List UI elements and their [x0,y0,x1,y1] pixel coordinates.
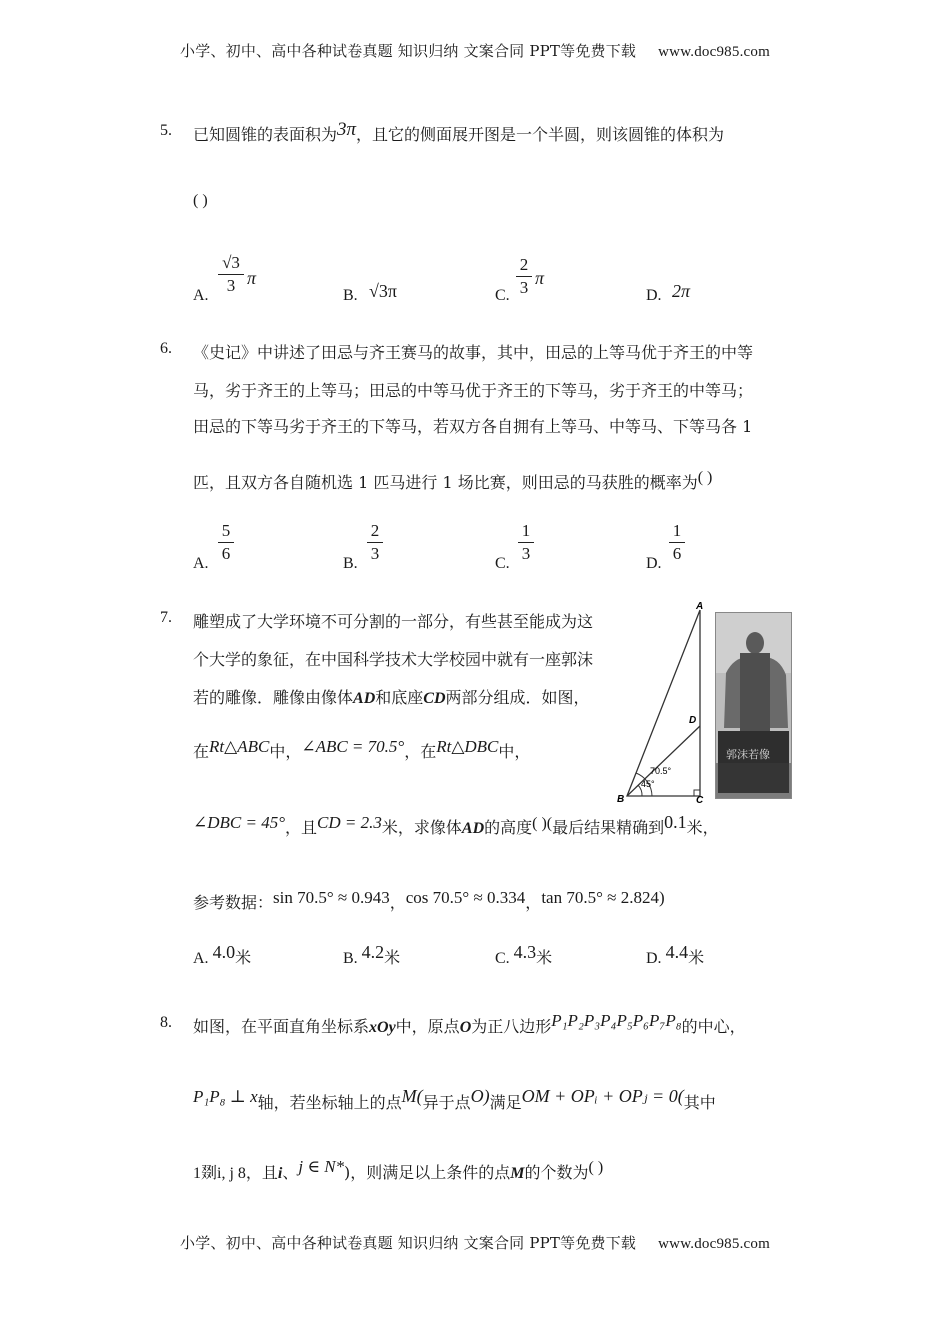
q7-l4f: Rt△DBC [436,737,499,756]
q6-c-den: 3 [521,544,531,563]
q5-option-a-frac [218,254,244,295]
q8-l3h: 的个数为 [524,1163,589,1182]
q7-l5d: 米，求像体 [381,818,462,837]
q6-line-4-text: 匹，且双方各自随机选 1 匹马进行 1 场比赛，则田忌的马获胜的概率为 [193,473,698,492]
q7-l5g: ( )( [532,815,553,832]
q7-number: 7. [160,609,172,626]
q7-l5e: AD [461,820,485,837]
q7-option-d[interactable] [646,942,705,968]
q7-l6e: ， [525,893,542,912]
q7-b-val: 4.2 [361,942,385,962]
q7-l3e: 两部分组成．如图， [445,688,590,707]
q8-l1e: 为正八边形 [471,1017,552,1036]
svg-text:郭沫若像: 郭沫若像 [726,748,770,761]
q7-l5i: 0.1 [664,812,687,832]
q5-text-a: 已知圆锥的表面积为 [193,125,338,144]
q8-l1b: xOy [369,1019,396,1036]
q6-number: 6. [160,340,172,357]
q8-l2a: P₁P₈ ⊥ x [193,1087,258,1106]
q6-line-2: 马，劣于齐王的上等马；田忌的中等马优于齐王的下等马，劣于齐王的中等马； [193,381,754,400]
q6-option-c-frac [518,522,534,563]
footer-url[interactable]: www.doc985.com [658,1236,770,1252]
q8-number: 8. [160,1014,172,1031]
q8-l3f: )，则满足以上条件的点 [344,1163,511,1182]
q8-l1d: O [459,1019,472,1036]
q8-l2h: 其中 [683,1093,716,1112]
q5-a-tail: π [247,268,257,288]
q8-l1c: 中，原点 [395,1017,460,1036]
q6-option-a-frac [218,522,234,563]
q7-b-label: B. [343,950,358,967]
q7-a-val: 4.0 [212,942,236,962]
q8-l3a: 1剟i, j 8 [193,1165,246,1182]
q8-l3e: j ∈ N* [298,1157,345,1176]
q6-line-3: 田忌的下等马劣于齐王的下等马，若双方各自拥有上等马、中等马、下等马各 1 [193,417,753,436]
q7-c-label: C. [495,950,510,967]
footer-text: 小学、初中、高中各种试卷真题 知识归纳 文案合同 PPT等免费下载 [180,1234,637,1252]
q7-c-unit: 米 [536,950,553,967]
q8-l2d: 异于点 [422,1093,471,1112]
q7-triangle-figure [610,598,715,803]
q5-paren: ( ) [193,192,208,209]
q6-line-4 [193,470,712,493]
q8-l2f: 满足 [489,1093,522,1112]
q5-a-den: 3 [226,276,236,295]
q7-a-label: A. [193,950,209,967]
fig-angle-70: 70.5° [650,766,672,776]
q7-option-b[interactable] [343,942,401,968]
q7-l4e: ，在 [404,742,437,761]
q7-l6f: tan 70.5° ≈ 2.824) [541,888,665,907]
q5-math-a: 3π [337,119,357,140]
q6-d-num: 1 [672,521,682,540]
page-footer [0,1232,950,1253]
q5-option-b-label[interactable]: B. [343,287,358,304]
statue-photo [715,612,792,799]
q5-text-b: ，且它的侧面展开图是一个半圆，则该圆锥的体积为 [356,125,725,144]
q5-option-c-frac [516,256,532,297]
q7-l6a: 参考数据： [193,893,274,912]
q7-l5c: CD = 2.3 [317,813,382,832]
q7-b-unit: 米 [384,950,401,967]
q8-l3g: M [510,1165,525,1182]
q7-l4a: 在 [193,742,210,761]
q8-l3i: ( ) [588,1159,604,1176]
q5-b-val: √3π [369,281,397,301]
q5-a-num: √3 [222,253,240,272]
q7-l4c: 中， [269,742,302,761]
q6-option-b-label[interactable]: B. [343,555,358,572]
q5-stem [193,119,725,146]
q7-d-val: 4.4 [665,942,689,962]
q7-l3a: 若的雕像．雕像由像体 [193,688,354,707]
q6-c-num: 1 [521,521,531,540]
q6-paren: ( ) [697,469,713,486]
q8-l3b: ，且 [245,1163,278,1182]
q8-l2c: M( [401,1086,423,1106]
q7-option-a[interactable] [193,942,252,968]
q7-l3b: AD [353,690,376,707]
page-header [0,40,950,61]
q5-d-val: 2π [672,281,691,301]
q7-option-c[interactable] [495,942,553,968]
q6-option-c-label[interactable]: C. [495,555,510,572]
header-text: 小学、初中、高中各种试卷真题 知识归纳 文案合同 PPT等免费下载 [180,42,637,60]
q7-l4d: ∠ABC = 70.5° [301,737,405,756]
q7-l4g: 中， [498,742,531,761]
q7-line-1: 雕塑成了大学环境不可分割的一部分，有些甚至能成为这 [193,612,594,631]
q8-l1g: 的中心， [681,1017,746,1036]
q7-line-2: 个大学的象征，在中国科学技术大学校园中就有一座郭沫 [193,650,594,669]
q7-line-5 [193,812,719,838]
q8-line-3 [193,1157,604,1183]
q8-line-2 [193,1086,716,1113]
q7-l3c: 和底座 [375,688,424,707]
fig-label-c: C [696,795,704,803]
q7-l3d: CD [423,690,446,707]
q5-c-tail: π [535,268,545,288]
q8-line-1 [193,1011,746,1037]
q6-b-num: 2 [370,521,380,540]
q7-l5h: 最后结果精确到 [552,818,665,837]
q7-l6c: ， [389,893,406,912]
q5-option-c-label[interactable]: C. [495,287,510,304]
q5-c-den: 3 [519,278,529,297]
q6-line-1: 《史记》中讲述了田忌与齐王赛马的故事，其中，田忌的上等马优于齐王的中等 [193,343,754,362]
q7-line-3 [193,685,590,708]
q7-d-label: D. [646,950,662,967]
q7-l4b: Rt△ABC [209,737,270,756]
q8-l1a: 如图，在平面直角坐标系 [193,1017,370,1036]
q6-b-den: 3 [370,544,380,563]
q7-l5b: ，且 [285,818,318,837]
statue-silhouette [716,613,791,798]
fig-label-d: D [689,715,697,726]
q7-l5f: 的高度 [484,818,533,837]
q6-option-d-label[interactable]: D. [646,555,662,572]
q8-l2e: O) [470,1086,490,1106]
q5-number: 5. [160,122,172,139]
q8-l1f: P₁P₂P₃P₄P₅P₆P₇P₈ [551,1011,682,1030]
q6-option-d-frac [669,522,685,563]
q6-option-a-label[interactable]: A. [193,555,209,572]
fig-angle-45: 45° [641,779,655,789]
q7-l6b: sin 70.5° ≈ 0.943 [273,888,390,907]
q7-a-unit: 米 [235,950,252,967]
q8-l3c: i [277,1165,283,1182]
q5-option-a-label[interactable]: A. [193,287,209,304]
fig-label-a: A [696,601,704,612]
fig-label-b: B [617,794,625,803]
q6-a-num: 5 [221,521,231,540]
q7-l6d: cos 70.5° ≈ 0.334 [405,888,526,907]
q6-d-den: 6 [672,544,682,563]
q6-option-b-frac [367,522,383,563]
q7-line-4 [193,739,530,762]
q6-a-den: 6 [221,544,231,563]
q8-l2b: 轴，若坐标轴上的点 [257,1093,402,1112]
header-url[interactable]: www.doc985.com [658,44,770,60]
q8-l2g: OM + OPᵢ + OPⱼ = 0( [521,1086,684,1106]
q8-l3d: 、 [282,1163,299,1182]
q7-c-val: 4.3 [513,942,537,962]
q7-line-6 [193,890,665,913]
q5-c-num: 2 [519,255,529,274]
q7-l5j: 米， [686,818,719,837]
q7-d-unit: 米 [688,950,705,967]
q7-l5a: ∠DBC = 45° [193,813,286,832]
q5-option-d-label[interactable]: D. [646,287,662,304]
